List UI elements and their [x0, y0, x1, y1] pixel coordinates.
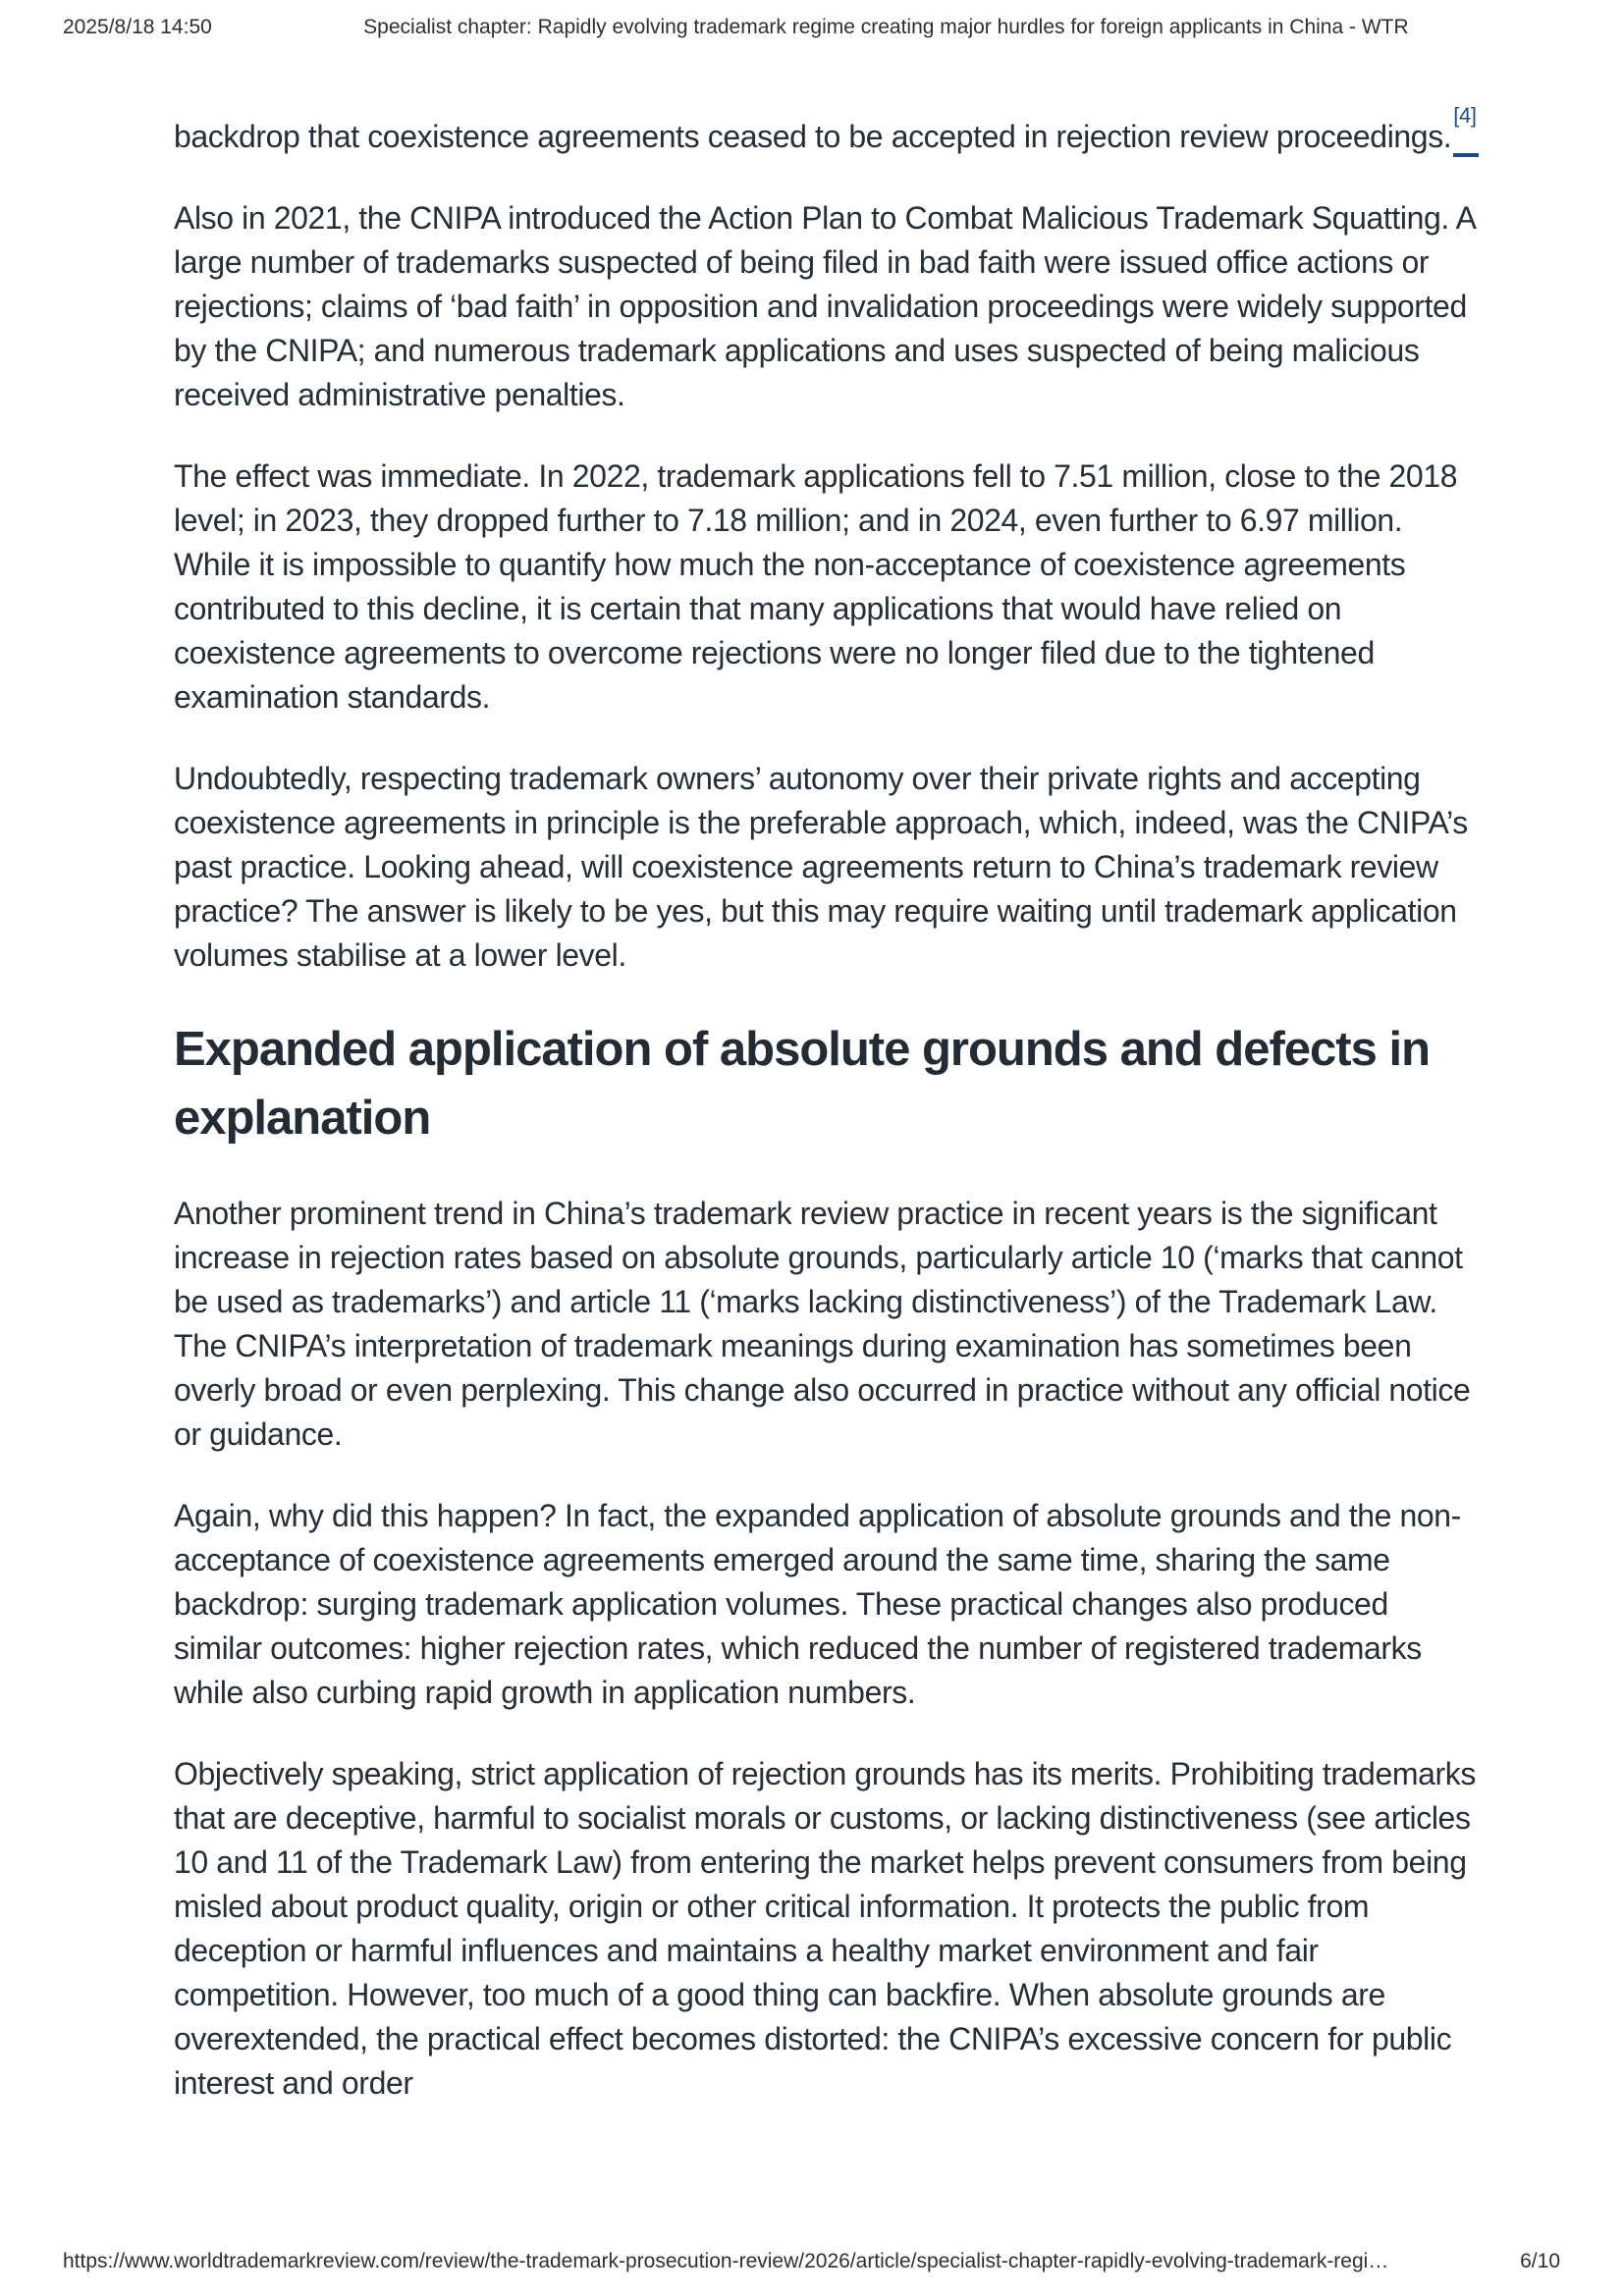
paragraph: Undoubtedly, respecting trademark owners’ autonomy over their private rights and accepting coexistence agreements in principle is the preferable approach, which, indeed, was the CNIPA’s past practice. Looking ahead, will coexistence agreements return to China’s trademark review practice? The answer is likely to be yes, but this may require waiting until trademark application volumes stabilise at a lower level.	[174, 761, 1468, 973]
paragraph-continued: backdrop that coexistence agreements ceased to be accepted in rejection review proceedings.[4]	[174, 103, 1477, 154]
paragraph: Objectively speaking, strict application of rejection grounds has its merits. Prohibiting trademarks that are deceptive, harmful to socialist morals or customs, or lacking distinctiveness (see articles 10 and 11 of the Trademark Law) from entering the market helps prevent consumers from being misled about product quality, origin or other critical information. It protects the public from deception or harmful influences and maintains a healthy market environment and fair competition. However, too much of a good thing can backfire. When absolute grounds are overextended, the practical effect becomes distorted: the CNIPA’s excessive concern for public interest and order	[174, 1756, 1476, 2101]
page-number: 6/10	[1520, 2250, 1560, 2272]
print-header	[63, 16, 1560, 39]
paragraph: Another prominent trend in China’s trademark review practice in recent years is the significant increase in rejection rates based on absolute grounds, particularly article 10 (‘marks that cannot be used as trademarks’) and article 11 (‘marks lacking distinctiveness’) of the Trademark Law. The CNIPA’s interpretation of trademark meanings during examination has sometimes been overly broad or even perplexing. This change also occurred in practice without any official notice or guidance.	[174, 1196, 1471, 1452]
paragraph: Again, why did this happen? In fact, the expanded application of absolute grounds and the non-acceptance of coexistence agreements emerged around the same time, sharing the same backdrop: surging trademark application volumes. These practical changes also produced similar outcomes: higher rejection rates, which reduced the number of registered trademarks while also curbing rapid growth in application numbers.	[174, 1498, 1461, 1710]
paragraph: Also in 2021, the CNIPA introduced the Action Plan to Combat Malicious Trademark Squatting. A large number of trademarks suspected of being filed in bad faith were issued office actions or rejections; claims of ‘bad faith’ in opposition and invalidation proceedings were widely supported by the CNIPA; and numerous trademark applications and uses suspected of being malicious received administrative penalties.	[174, 200, 1475, 412]
document-title: Specialist chapter: Rapidly evolving trademark regime creating major hurdles for foreign applicants in China - WTR	[363, 16, 1409, 38]
print-datetime: 2025/8/18 14:50	[63, 16, 212, 38]
print-footer	[63, 2250, 1560, 2273]
section-heading: Expanded application of absolute grounds and defects in explanation	[174, 1023, 1431, 1145]
paragraph: The effect was immediate. In 2022, trademark applications fell to 7.51 million, close to the 2018 level; in 2023, they dropped further to 7.18 million; and in 2024, even further to 6.97 million. While it is impossible to quantify how much the non-acceptance of coexistence agreements contributed to this decline, it is certain that many applications that would have relied on coexistence agreements to overcome rejections were no longer filed due to the tightened examination standards.	[174, 458, 1458, 715]
source-url: https://www.worldtrademarkreview.com/review/the-trademark-prosecution-review/2026/article/specialist-chapter-rapidly-evolving-trademark-regi…	[63, 2250, 1389, 2272]
paragraph-text: backdrop that coexistence agreements ceased to be accepted in rejection review proceedings.	[174, 119, 1452, 154]
article-content	[174, 103, 1480, 2143]
